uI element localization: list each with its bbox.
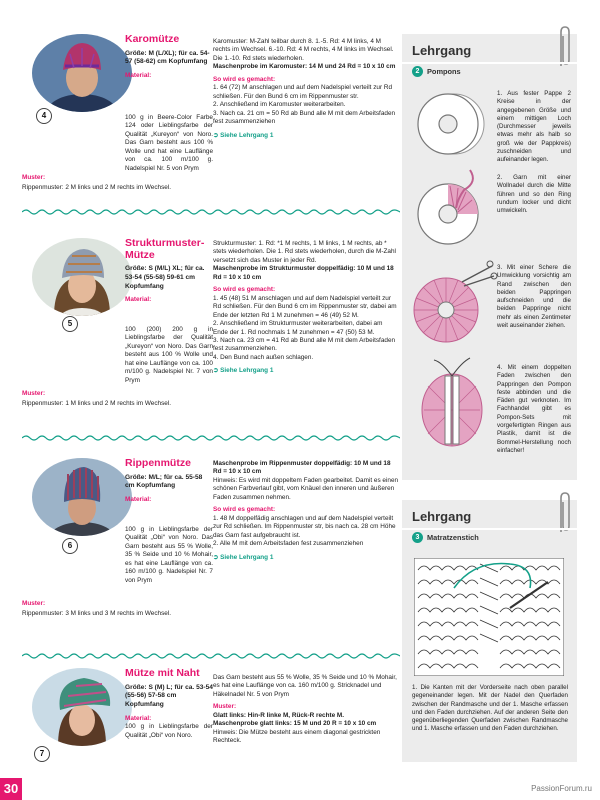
lehrgang-number: 3 [412, 532, 423, 543]
pattern-number-badge: 5 [62, 316, 78, 332]
pattern-number-badge: 7 [34, 746, 50, 762]
muster-text: Rippenmuster: 1 M links und 2 M rechts im Wechsel. [22, 400, 172, 407]
lehrgang-link[interactable]: ➲ Siehe Lehrgang 1 [213, 553, 274, 561]
pattern-intro: Karomuster: M-Zahl teilbar durch 8. 1.-5. Rd: 4 M links, 4 M rechts im Wechsel. 6.-10. Rd: 4 M rechts, 4 M links im Wechsel. Die 1.-10. Rd stets wiederholen. [213, 38, 394, 62]
wave-divider [22, 652, 400, 660]
hat-photo [32, 668, 132, 746]
winding-yarn-illustration [408, 168, 492, 252]
step: 1. 45 (48) 51 M anschlagen und auf dem Nadelspiel verteilt zur Rd schließen. Für den Bund 6 cm im Rippenmuster str, dabei am Ende der letzten Rd 1 M zunehmen = 46 (49) 52 M. [213, 294, 397, 319]
instructions-heading: So wird es gemacht: [213, 286, 276, 294]
step: 2. Alle M mit dem Arbeitsfaden fest zusammenziehen [213, 540, 364, 548]
woman-with-hat-illustration [32, 238, 132, 316]
left-column [125, 458, 213, 504]
material-label: Material: [125, 714, 152, 722]
size-info: Größe: M (L/XL); für ca. 54-57 (58-62) cm Kopfumfang [125, 49, 210, 66]
right-column [213, 674, 399, 746]
material-label: Material: [125, 495, 152, 503]
cutting-yarn-illustration [406, 260, 498, 348]
watermark: PassionForum.ru [531, 784, 592, 794]
title-rule [402, 528, 577, 530]
pattern-title: Mütze mit Naht [125, 667, 200, 679]
pattern-number-badge: 6 [62, 538, 78, 554]
left-column [125, 34, 213, 80]
step-text: 3. Mit einer Schere die Umwicklung vorsichtig am Rand zwischen den beiden Pappringen aufschneiden und die beiden Pappringe nicht mehr als einen Zentimeter weit auseinander ziehen. [497, 264, 571, 330]
pattern-title: Strukturmuster-Mütze [125, 237, 205, 261]
lehrgang-subtitle-text: Pompons [427, 66, 461, 76]
muster-label: Muster: [22, 600, 46, 607]
gauge-text: Maschenprobe im Karomuster: 14 M und 24 Rd = 10 x 10 cm [213, 63, 396, 71]
instructions-heading: So wird es gemacht: [213, 506, 276, 514]
left-column [125, 238, 213, 305]
left-column [125, 668, 213, 740]
step: 2. Anschließend im Karomuster weiterarbeiten. [213, 101, 346, 109]
size-info: Größe: S (M/L) XL; für ca. 53-54 (55-58) 59-61 cm Kopfumfang [125, 265, 205, 290]
lehrgang-number: 2 [412, 66, 423, 77]
step: 3. Nach ca. 21 cm = 50 Rd ab Bund alle M mit dem Arbeitsfaden fest zusammenziehen [213, 109, 396, 126]
right-column [213, 38, 399, 140]
material-label: Material: [125, 71, 152, 79]
man-with-hat-illustration [32, 34, 132, 112]
step: 2. Anschließend im Strukturmuster weiterarbeiten, dabei am Ende der 1. Rd nochmals 1 M zunehmen = 47 (50) 53 M. [213, 320, 383, 336]
pattern-karomuetze [22, 34, 400, 204]
hint-text: Hinweis: Es wird mit doppeltem Faden gearbeitet. Damit es einen schönen Farbverlauf gibt, vom Knäuel den inneren und äußeren Faden zusammen nehmen. [213, 476, 399, 501]
size-info: Größe: M/L; für ca. 55-58 cm Kopfumfang [125, 473, 203, 490]
hat-photo [32, 238, 132, 316]
pattern-muetze-mit-naht [22, 668, 400, 778]
gauge-text: Maschenprobe im Strukturmuster doppelfädig: 10 M und 18 Rd = 10 x 10 cm [213, 265, 394, 281]
step-text: 4. Mit einem doppelten Faden zwischen den Pappringen den Pompon feste abbinden und die Fäden gut verknoten. Im Fachhandel gibt es Pompon-Sets mit vorgefertigten Ringen aus Plastik, damit ist die Bommel-Herstellung noch einfacher! [497, 364, 571, 454]
step: 1. 48 M doppelfädig anschlagen und auf dem Nadelspiel verteilt zur Rd schließen. Im Rippenmuster str, bis nach ca. 28 cm Höhe das Garn fast aufgebraucht ist. [213, 514, 396, 539]
step: 3. Nach ca. 23 cm = 41 Rd ab Bund alle M mit dem Arbeitsfaden fest zusammenziehen. [213, 336, 396, 353]
material-text: 100 g in Lieblingsfarbe der Qualität „Obi“ von Noro. [125, 723, 213, 739]
muster-label: Muster: [213, 703, 237, 711]
wave-divider [22, 208, 400, 216]
step-text: 2. Garn mit einer Wollnadel durch die Mitte führen und so den Ring rundum locker und dicht umwickeln. [497, 174, 571, 215]
pattern-intro: Strukturmuster: 1. Rd: *1 M rechts, 1 M links, 1 M rechts, ab * stets wiederholen. Die 1. Rd stets wiederholen, durch die M-Zahl versetzt sich das Muster in jeder Rd. [213, 240, 396, 264]
hat-photo [32, 458, 132, 536]
pattern-rippenmuetze [22, 458, 400, 628]
lehrgang-subtitle [412, 532, 479, 543]
muster-line: Glatt links: Hin-R linke M, Rück-R rechte M. [213, 711, 345, 719]
lehrgang-subtitle [412, 66, 461, 77]
mattress-stitch-illustration [414, 558, 564, 676]
right-column [213, 240, 399, 376]
muster-text: Rippenmuster: 2 M links und 2 M rechts im Wechsel. [22, 184, 172, 191]
woman-with-slouchy-hat-illustration [32, 668, 132, 746]
material-text: 100 (200) 200 g in Lieblingsfarbe der Qualität „Kureyon“ von Noro. Das Garn besteht aus 100 % Wolle und hat eine Lauflänge von ca. 100 m/100 g. Nadelspiel Nr. 7 von Prym [125, 326, 213, 384]
page-number: 30 [0, 778, 22, 800]
pattern-title: Rippenmütze [125, 457, 191, 469]
muster-line: Hinweis: Die Mütze besteht aus einem diagonal gestrickten Rechteck. [213, 728, 381, 745]
size-info: Größe: S (M) L; für ca. 53-54 (55-56) 57-58 cm Kopfumfang [125, 683, 213, 708]
tying-pompon-illustration [412, 356, 492, 452]
lehrgang-link[interactable]: ➲ Siehe Lehrgang 1 [213, 131, 274, 139]
muster-line: Maschenprobe glatt links: 15 M und 20 R = 10 x 10 cm [213, 720, 377, 728]
instructions-heading: So wird es gemacht: [213, 75, 276, 83]
title-rule [402, 62, 577, 64]
right-column [213, 460, 399, 562]
material-label: Material: [125, 296, 152, 304]
lehrgang-title: Lehrgang [412, 43, 472, 58]
muster-text: Rippenmuster: 3 M links und 3 M rechts im Wechsel. [22, 610, 172, 617]
step-text: 1. Aus fester Pappe 2 Kreise in der angegebenen Größe und einem mittigen Loch (Durchmesser jeweils etwas mehr als halb so groß wie der Pappkreis) zuschneiden und aufeinander legen. [497, 90, 571, 164]
pattern-title: Karomütze [125, 33, 180, 45]
step: 4. Den Bund nach außen schlagen. [213, 353, 314, 361]
gauge-text: Maschenprobe im Rippenmuster doppelfädig: 10 M und 18 Rd = 10 x 10 cm [213, 460, 391, 476]
material-continued: Das Garn besteht aus 55 % Wolle, 35 % Seide und 10 % Mohair, es hat eine Lauflänge von ca. 160 m/100 g. Stricknadel und Häkelnadel Nr. 5 von Prym [213, 674, 397, 698]
lehrgang-pompons-box [402, 34, 577, 480]
pattern-number-badge: 4 [36, 108, 52, 124]
step-text: 1. Die Kanten mit der Vorderseite nach oben parallel gegeneinander legen. Mit der Nadel den Querfaden zwischen der Randmasche und der 1. Masche erfassen und den Faden durchziehen. Auf der anderen Seite den gegenüberliegenden Querfaden zwischen Randmasche und 1. Masche erfassen und den Faden durchziehen. [412, 684, 568, 733]
material-text: 100 g in Lieblingsfarbe der Qualität „Obi“ von Noro. Das Garn besteht aus 55 % Wolle, 35 % Seide und 10 % Mohair, es hat eine Lauflänge von ca. 160 m/100 g. Nadelspiel Nr. 7 von Prym [125, 526, 213, 584]
lehrgang-link[interactable]: ➲ Siehe Lehrgang 1 [213, 367, 274, 375]
pattern-strukturmuster [22, 238, 400, 428]
man-with-beanie-illustration [32, 458, 132, 536]
material-text: 100 g in Beere-Color Farbe 124 oder Lieblingsfarbe der Qualität „Kureyon“ von Noro. Das Garn besteht aus 100 % Wolle und hat eine Lauflänge von ca. 100 m/100 g. Nadelspiel Nr. 5 von Prym [125, 114, 213, 172]
lehrgang-title: Lehrgang [412, 509, 472, 524]
cardboard-rings-illustration [408, 86, 492, 160]
lehrgang-matratzenstich-box [402, 500, 577, 762]
muster-label: Muster: [22, 390, 46, 397]
wave-divider [22, 434, 400, 442]
lehrgang-subtitle-text: Matratzenstich [427, 532, 479, 542]
muster-label: Muster: [22, 174, 46, 181]
hat-photo [32, 34, 132, 112]
step: 1. 64 (72) M anschlagen und auf dem Nadelspiel verteilt zur Rd schließen. Für den Bund 6 cm im Rippenmuster str. [213, 84, 393, 100]
